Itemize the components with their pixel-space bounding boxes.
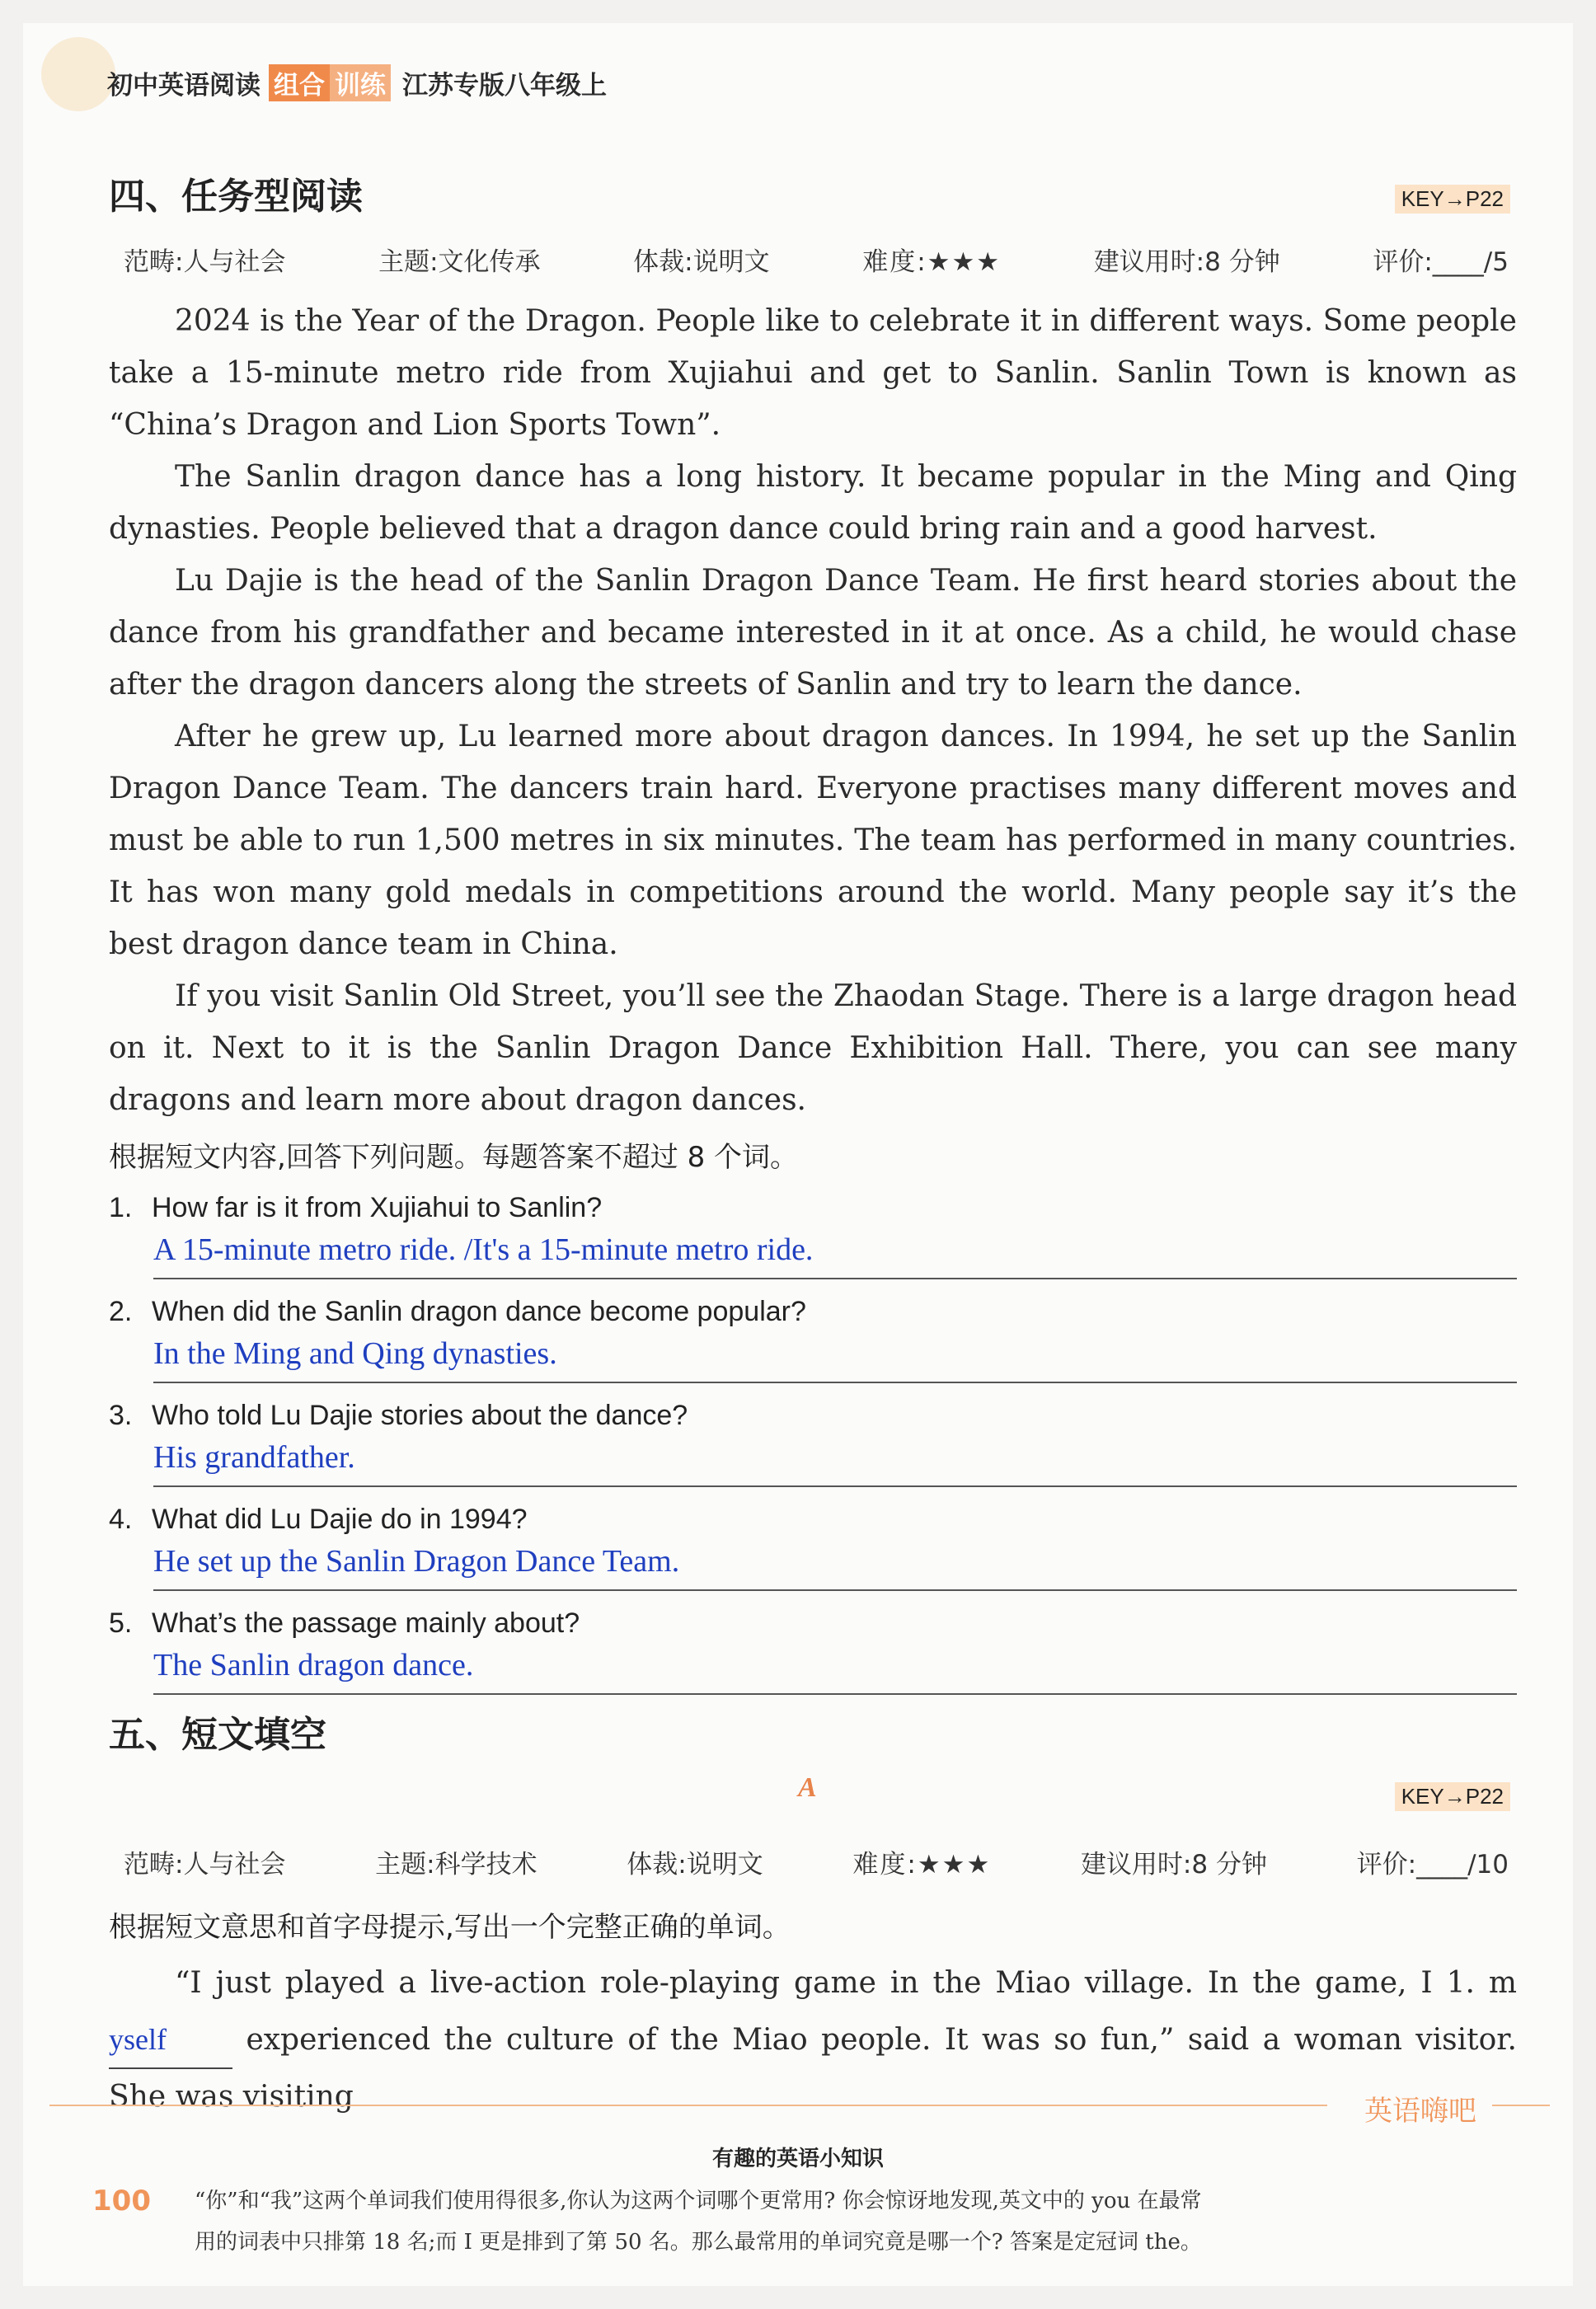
meta-genre: 体裁:说明文 (627, 1850, 763, 1880)
question-number: 2. (109, 1296, 133, 1327)
question-number: 5. (109, 1607, 133, 1639)
question-text: Who told Lu Dajie stories about the dance? (152, 1400, 688, 1431)
footer-divider (49, 2105, 1327, 2106)
question-text: When did the Sanlin dragon dance become popular? (152, 1296, 806, 1327)
passage-paragraph: After he grew up, Lu learned more about dragon dances. In 1994, he set up the Sanlin Dragon Dance Team. The dancers train hard. Everyone practises many different moves and must be able to run 1,500 metres in six minutes. The team has performed in many countries. It has won many gold medals in competitions around the world. Many people say it’s the best dragon dance team in China. (109, 720, 1517, 961)
header-tag-combo: 组合 (269, 64, 330, 101)
header-title: 初中英语阅读 (107, 71, 261, 101)
meta-rating: 评价:____/5 (1373, 247, 1509, 277)
section5-title: 五、短文填空 (109, 1714, 326, 1756)
passage-paragraph: Lu Dajie is the head of the Sanlin Dragon Dance Team. He first heard stories about the dance from his grandfather and became interested in it at once. As a child, he would chase after the dragon dancers along the streets of Sanlin and try to learn the dance. (109, 564, 1517, 702)
header-edition: 江苏专版八年级上 (402, 71, 607, 101)
answer-4: He set up the Sanlin Dragon Dance Team. (153, 1544, 680, 1579)
question-2 (109, 1296, 1517, 1328)
tip-text (195, 2180, 1431, 2263)
section4-instruction: 根据短文内容,回答下列问题。每题答案不超过 8 个词。 (109, 1141, 799, 1174)
meta-difficulty: 难度:★★★ (862, 247, 1002, 277)
question-3 (109, 1400, 1517, 1432)
footer-brand: 英语嗨吧 (1364, 2095, 1476, 2128)
meta-time: 建议用时:8 分钟 (1080, 1850, 1267, 1880)
meta-time: 建议用时:8 分钟 (1093, 247, 1280, 277)
question-number: 4. (109, 1504, 133, 1535)
answer-1: A 15-minute metro ride. /It's a 15-minute metro ride. (153, 1232, 814, 1267)
question-5 (109, 1607, 1517, 1640)
passage-paragraph: If you visit Sanlin Old Street, you’ll see the Zhaodan Stage. There is a large dragon head on it. Next to it is the Sanlin Dragon Dance Exhibition Hall. There, you can see many dragons and learn more about dragon dances. (109, 979, 1517, 1117)
passage-paragraph: 2024 is the Year of the Dragon. People like to celebrate it in different ways. Some people take a 15-minute metro ride from Xujiahui and get to Sanlin. Sanlin Town is known as “China’s Dragon and Lion Sports Town”. (109, 304, 1517, 442)
page-number: 100 (92, 2185, 151, 2217)
question-number: 3. (109, 1400, 133, 1431)
meta-difficulty: 难度:★★★ (852, 1850, 992, 1880)
book-logo-icon (41, 37, 115, 111)
cloze-passage (109, 1955, 1517, 2125)
section4-meta (124, 241, 1509, 278)
answer-5: The Sanlin dragon dance. (153, 1648, 474, 1682)
section5-subtitle: A (798, 1772, 817, 1803)
cloze-paragraph (109, 1955, 1517, 2125)
question-text: What’s the passage mainly about? (152, 1607, 580, 1639)
answer-line (153, 1485, 1517, 1487)
reading-passage (109, 295, 1517, 1126)
tip-line: 用的词表中只排第 18 名;而 I 更是排到了第 50 名。那么最常用的单词究竟是哪一个? 答案是定冠词 the。 (195, 2230, 1202, 2255)
question-1 (109, 1192, 1517, 1224)
meta-scope: 范畴:人与社会 (124, 1850, 286, 1880)
section5-meta (124, 1843, 1509, 1880)
header-tag-training: 训练 (330, 64, 391, 101)
question-number: 1. (109, 1192, 133, 1223)
running-header (107, 64, 607, 101)
question-text: How far is it from Xujiahui to Sanlin? (152, 1192, 603, 1223)
answer-line (153, 1693, 1517, 1695)
cloze-text-before: “I just played a live-action role-playing game in the Miao village. In the game, I 1. m (175, 1966, 1517, 2000)
cloze-text-after: experienced the culture of the Miao people. It was so fun,” said a woman visitor. She was visiting (109, 2023, 1517, 2114)
answer-line (153, 1589, 1517, 1591)
answer-2: In the Ming and Qing dynasties. (153, 1336, 557, 1371)
meta-scope: 范畴:人与社会 (124, 247, 286, 277)
question-4 (109, 1504, 1517, 1536)
question-text: What did Lu Dajie do in 1994? (152, 1504, 528, 1535)
meta-topic: 主题:文化传承 (378, 247, 541, 277)
section4-key-ref: KEY→P22 (1395, 185, 1510, 214)
meta-topic: 主题:科学技术 (375, 1850, 537, 1880)
meta-genre: 体裁:说明文 (633, 247, 770, 277)
answer-3: His grandfather. (153, 1440, 355, 1475)
section5-key-ref: KEY→P22 (1395, 1782, 1510, 1811)
tip-title: 有趣的英语小知识 (711, 2147, 884, 2171)
cloze-blank-1[interactable]: yself (109, 2011, 232, 2069)
footer-divider (1492, 2105, 1550, 2106)
passage-paragraph: The Sanlin dragon dance has a long history. It became popular in the Ming and Qing dynasties. People believed that a dragon dance could bring rain and a good harvest. (109, 460, 1517, 546)
section4-title: 四、任务型阅读 (109, 176, 363, 218)
tip-line: “你”和“我”这两个单词我们使用得很多,你认为这两个词哪个更常用? 你会惊讶地发现,英文中的 you 在最常 (195, 2189, 1202, 2213)
meta-rating: 评价:____/10 (1356, 1850, 1509, 1880)
answer-line (153, 1278, 1517, 1279)
answer-line (153, 1382, 1517, 1383)
section5-instruction: 根据短文意思和首字母提示,写出一个完整正确的单词。 (109, 1911, 791, 1944)
